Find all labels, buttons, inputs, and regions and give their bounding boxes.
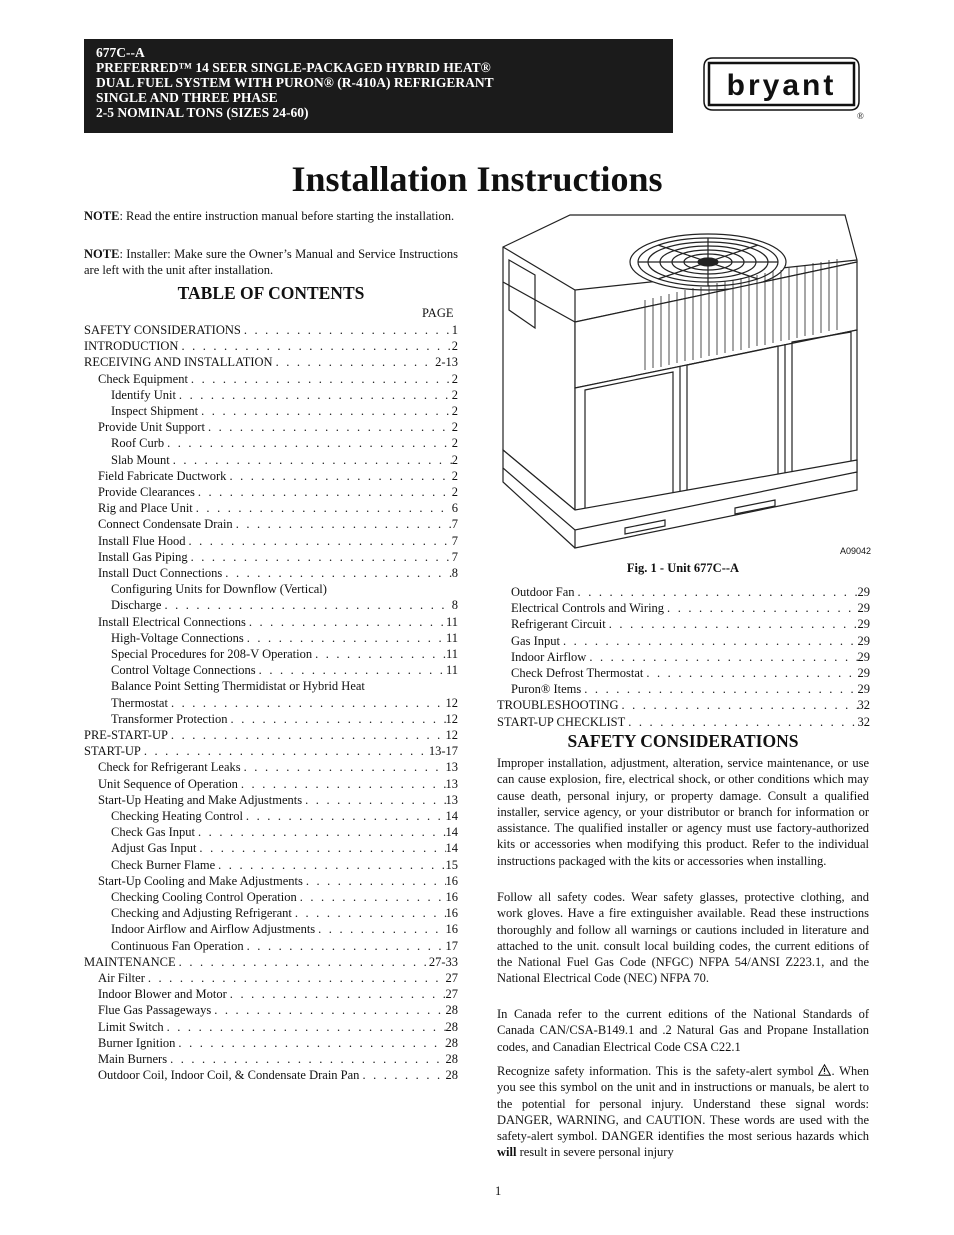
toc-entry-page: 2	[451, 485, 458, 499]
toc-entry	[84, 322, 458, 338]
toc-entry	[98, 484, 458, 500]
toc-entry-label: Adjust Gas Input	[111, 841, 197, 856]
toc-entry-page: 2	[451, 436, 458, 451]
toc-leader-dots	[188, 371, 452, 387]
safety-title: SAFETY CONSIDERATIONS	[567, 731, 799, 751]
toc-entry	[98, 1035, 458, 1051]
toc-entry-label: Provide Unit Support	[98, 420, 205, 435]
toc-leader-dots	[560, 633, 858, 649]
toc-entry-page: 1	[451, 323, 458, 337]
toc-leader-dots	[273, 354, 436, 370]
toc-entry	[98, 614, 458, 630]
toc-entry-label: Start-Up Heating and Make Adjustments	[98, 792, 303, 807]
toc-entry-label: Install Duct Connections	[98, 566, 223, 580]
toc-entry-page: 14	[445, 825, 458, 840]
toc-entry-label: Check Equipment	[98, 371, 188, 386]
toc-leader-dots	[193, 500, 452, 516]
toc-leader-dots	[241, 759, 446, 775]
toc-page-header: PAGE	[422, 306, 454, 320]
toc-entry	[84, 338, 458, 354]
toc-leader-dots	[643, 665, 857, 681]
toc-leader-dots	[625, 714, 857, 730]
toc-entry	[98, 759, 458, 775]
toc-entry-page: 29	[857, 585, 870, 599]
document-header	[84, 39, 673, 133]
toc-leader-dots	[205, 419, 452, 435]
toc-leader-dots	[175, 1035, 445, 1051]
toc-entry-label: Balance Point Setting Thermidistat or Hybrid Heat	[111, 679, 365, 694]
toc-entry	[497, 714, 870, 730]
toc-entry-label: Gas Input	[511, 633, 560, 648]
toc-entry	[98, 500, 458, 516]
toc-entry-page: 27	[445, 987, 458, 1002]
unit-illustration	[495, 210, 865, 555]
safety-text-bold: will	[497, 1145, 517, 1160]
toc-entry-page: 12	[445, 695, 458, 710]
toc-entry	[98, 549, 458, 565]
toc-leader-dots	[359, 1067, 445, 1083]
toc-entry-page: 28	[445, 1052, 458, 1066]
toc-entry-label: Checking Cooling Control Operation	[111, 890, 297, 904]
toc-entry	[84, 743, 458, 759]
toc-entry-label: Install Gas Piping	[98, 549, 188, 564]
safety-text-c: result in severe personal injury	[519, 1145, 674, 1160]
toc-entry-page: 29	[857, 682, 870, 697]
toc-entry-page: 28	[445, 1019, 458, 1034]
toc-entry	[111, 630, 458, 646]
toc-entry-page: 7	[451, 549, 458, 564]
toc-leader-dots	[195, 824, 445, 840]
toc-entry-page: 14	[445, 809, 458, 823]
toc-leader-dots	[198, 403, 452, 419]
page-number: 1	[495, 1184, 502, 1198]
toc-entry-label: PRE-START-UP	[84, 728, 168, 742]
toc-leader-dots	[586, 649, 857, 665]
note-2	[84, 246, 458, 279]
toc-entry	[98, 533, 458, 549]
toc-entry-label: Configuring Units for Downflow (Vertical)	[111, 582, 327, 597]
toc-leader-dots	[244, 630, 446, 646]
toc-leader-dots	[664, 600, 857, 616]
toc-entry-label: Indoor Blower and Motor	[98, 987, 227, 1002]
toc-leader-dots	[145, 970, 446, 986]
toc-entry-label: Checking Heating Control	[111, 809, 243, 823]
toc-entry-label: SAFETY CONSIDERATIONS	[84, 323, 241, 337]
toc-leader-dots	[168, 727, 446, 743]
toc-leader-dots	[222, 565, 451, 581]
toc-entry-label: Connect Condensate Drain	[98, 517, 233, 532]
toc-entry	[98, 970, 458, 986]
safety-paragraph-2: Follow all safety codes. Wear safety glasses, protective clothing, and work gloves. Have a fire extinguisher available. Read these instructions thoroughly and follow all warnings or cautions included in literature and attached to the unit. consult local building codes, the current editions of the National Fuel Gas Code (NFGC) NFPA 54/ANSI Z223.1, and the National Electrical Code (NEC) NFPA 70.	[497, 890, 869, 986]
toc-entry-label: Field Fabricate Ductwork	[98, 468, 227, 483]
toc-leader-dots	[161, 597, 451, 613]
toc-leader-dots	[164, 435, 452, 451]
toc-entry	[98, 1002, 458, 1018]
safety-text-a: Recognize safety information. This is the safety-alert symbol	[497, 1064, 814, 1078]
toc-entry-page: 6	[451, 501, 458, 516]
toc-entry	[111, 452, 458, 468]
toc-leader-dots	[186, 533, 452, 549]
toc-entry-page: 2	[451, 420, 458, 435]
toc-leader-dots	[170, 452, 452, 468]
toc-entry	[511, 649, 870, 665]
toc-entry	[111, 808, 458, 824]
toc-entry-label: Transformer Protection	[111, 711, 228, 726]
toc-entry	[111, 938, 458, 954]
toc-leader-dots	[575, 584, 858, 600]
toc-entry-label: Electrical Controls and Wiring	[511, 601, 665, 616]
toc-entry-page: 11	[445, 630, 458, 645]
toc-entry-label: Roof Curb	[111, 436, 165, 451]
toc-entry	[511, 584, 870, 600]
toc-leader-dots	[168, 695, 446, 711]
toc-leader-dots	[292, 905, 446, 921]
toc-entry-page: 2	[451, 468, 458, 483]
logo-text: bryant	[726, 69, 837, 102]
toc-entry	[111, 581, 458, 597]
safety-paragraph-3: In Canada refer to the current editions of the National Standards of Canada CAN/CSA-B149.1 and .2 Natural Gas and Propane Installation codes, and Canadian Electrical Code CSA C22.1	[497, 1007, 869, 1054]
toc-entry	[111, 403, 458, 419]
product-tons: 2-5 NOMINAL TONS (SIZES 24-60)	[96, 105, 309, 120]
model-number: 677C--A	[96, 45, 145, 60]
toc-entry	[111, 889, 458, 905]
toc-leader-dots	[196, 840, 445, 856]
toc-entry	[111, 646, 458, 662]
note-text: : Read the entire instruction manual before starting the installation.	[119, 209, 455, 223]
toc-entry-page: 32	[857, 698, 870, 713]
toc-entry-label: Continuous Fan Operation	[111, 938, 244, 953]
toc-entry-page: 17	[445, 938, 458, 953]
toc-entry	[98, 986, 458, 1002]
toc-entry-page: 13-17	[428, 744, 458, 759]
toc-entry-label: Rig and Place Unit	[98, 501, 193, 516]
toc-entry	[84, 354, 458, 370]
toc-entry-label: Check Defrost Thermostat	[511, 666, 644, 680]
toc-entry	[84, 727, 458, 743]
toc-entry-label: High-Voltage Connections	[111, 630, 244, 645]
toc-entry-label: START-UP	[84, 744, 141, 759]
toc-entry-label: Puron® Items	[511, 682, 582, 697]
toc-entry	[111, 711, 458, 727]
toc-entry-label: Refrigerant Circuit	[511, 617, 606, 632]
toc-leader-dots	[243, 808, 446, 824]
toc-entry-label: Provide Clearances	[98, 485, 195, 499]
toc-entry-label: Slab Mount	[111, 452, 170, 467]
toc-entry-page: 2	[451, 404, 458, 418]
toc-entry-label: Control Voltage Connections	[111, 663, 256, 678]
registered-mark: ®	[857, 111, 864, 121]
toc-entry-label: Checking and Adjusting Refrigerant	[111, 906, 292, 921]
toc-leader-dots	[227, 986, 446, 1002]
toc-entry	[98, 468, 458, 484]
toc-entry	[84, 954, 458, 970]
toc-entry	[511, 633, 870, 649]
toc-leader-dots	[176, 954, 429, 970]
toc-entry	[511, 616, 870, 632]
toc-entry	[111, 678, 458, 694]
toc-entry-page: 29	[857, 666, 870, 680]
toc-entry	[111, 695, 458, 711]
toc-entry-label: Special Procedures for 208-V Operation	[111, 647, 313, 661]
safety-paragraph-4	[497, 1063, 869, 1161]
toc-entry-label: Check Burner Flame	[111, 857, 216, 872]
page-title: Installation Instructions	[291, 159, 663, 199]
toc-entry-label: TROUBLESHOOTING	[497, 698, 619, 713]
toc-leader-dots	[178, 338, 451, 354]
toc-entry-page: 11	[445, 663, 458, 678]
toc-entry-page: 11	[445, 614, 458, 629]
toc-entry-page: 2	[451, 339, 458, 354]
note-1	[84, 208, 458, 224]
toc-entry-label: Main Burners	[98, 1052, 168, 1066]
toc-entry	[98, 1051, 458, 1067]
toc-entry-label: Flue Gas Passageways	[98, 1003, 212, 1018]
toc-entry	[98, 1067, 458, 1083]
toc-entry	[511, 665, 870, 681]
toc-entry	[111, 387, 458, 403]
toc-leader-dots	[619, 697, 858, 713]
toc-entry	[98, 1019, 458, 1035]
toc-entry-label: Install Electrical Connections	[98, 614, 246, 629]
toc-entry-label: Discharge	[111, 598, 162, 613]
toc-entry-page: 32	[857, 714, 870, 729]
toc-entry	[111, 905, 458, 921]
toc-entry-page: 16	[445, 873, 458, 888]
toc-entry	[511, 681, 870, 697]
toc-leader-dots	[238, 776, 446, 792]
toc-entry-page: 13	[445, 776, 458, 791]
toc-entry-label: INTRODUCTION	[84, 339, 179, 354]
toc-entry	[98, 371, 458, 387]
toc-entry-label: Indoor Airflow	[511, 649, 587, 664]
toc-leader-dots	[211, 1002, 445, 1018]
toc-entry-page: 13	[445, 760, 458, 775]
toc-entry-page: 13	[445, 792, 458, 807]
toc-entry-page: 28	[445, 1035, 458, 1050]
toc-leader-dots	[226, 468, 451, 484]
toc-entry-label: Thermostat	[111, 695, 168, 710]
toc-entry-page: 11	[445, 647, 458, 661]
toc-leader-dots	[228, 711, 446, 727]
toc-entry-page: 2	[451, 387, 458, 402]
note-label: NOTE	[84, 247, 120, 261]
toc-leader-dots	[315, 921, 445, 937]
toc-entry-page: 28	[445, 1068, 458, 1083]
toc-entry-page: 29	[857, 649, 870, 664]
bryant-logo	[703, 57, 860, 111]
note-text: : Installer: Make sure the Owner’s Manual and Service Instructions are left with the unit after installation.	[84, 247, 458, 278]
toc-entry-page: 29	[857, 633, 870, 648]
toc-entry	[98, 419, 458, 435]
toc-leader-dots	[256, 662, 446, 678]
product-phase: SINGLE AND THREE PHASE	[96, 90, 278, 105]
toc-entry-label: Limit Switch	[98, 1019, 164, 1034]
toc-leader-dots	[233, 516, 452, 532]
toc-entry-page: 2-13	[435, 355, 458, 370]
toc-entry-label: Install Flue Hood	[98, 533, 186, 548]
toc-leader-dots	[297, 889, 446, 905]
toc-entry-page: 27	[445, 971, 458, 985]
toc-leader-dots	[215, 857, 445, 873]
toc-entry	[98, 776, 458, 792]
toc-title: TABLE OF CONTENTS	[177, 283, 365, 303]
toc-entry-label: Outdoor Fan	[511, 585, 575, 599]
toc-entry	[111, 921, 458, 937]
toc-entry-page: 15	[445, 857, 458, 872]
toc-leader-dots	[188, 549, 452, 565]
toc-leader-dots	[176, 387, 452, 403]
safety-paragraph-1: Improper installation, adjustment, alteration, service maintenance, or use can cause explosion, fire, electrical shock, or other conditions which may cause death, personal injury, or property damage. Consult a qualified installer, service agency, or your distributor or branch for information or assistance. The qualified installer or agency must use factory-authorized kits or accessories when modifying this product. Refer to the individual instructions packaged with the kits or accessories when installing.	[497, 756, 869, 868]
note-label: NOTE	[84, 209, 120, 223]
toc-leader-dots	[365, 678, 458, 694]
toc-leader-dots	[303, 873, 446, 889]
toc-entry-label: Inspect Shipment	[111, 404, 199, 418]
toc-entry-page: 7	[451, 533, 458, 548]
toc-entry-page: 12	[445, 728, 458, 742]
toc-entry	[98, 792, 458, 808]
toc-entry-page: 28	[445, 1003, 458, 1018]
toc-entry	[111, 840, 458, 856]
toc-entry-label: Identify Unit	[111, 387, 176, 402]
toc-entry-page: 7	[451, 517, 458, 532]
toc-entry-page: 2	[451, 452, 458, 467]
toc-entry-page: 16	[445, 890, 458, 904]
figure-caption: Fig. 1 - Unit 677C--A	[626, 561, 740, 575]
toc-leader-dots	[327, 581, 458, 597]
toc-entry-page: 16	[445, 922, 458, 937]
toc-leader-dots	[244, 938, 446, 954]
figure-code: A09042	[840, 546, 872, 556]
toc-leader-dots	[312, 646, 446, 662]
toc-entry-page: 16	[445, 906, 458, 921]
toc-entry-label: Start-Up Cooling and Make Adjustments	[98, 873, 303, 888]
safety-text-b: . When you see this symbol on the unit and in instructions or manuals, be alert to the potential for personal injury. Understand these signal words: DANGER, WARNING, and CAUTION. These words are used with the safety-alert symbol. DANGER identifies the most serious hazards which	[497, 1064, 869, 1144]
toc-leader-dots	[302, 792, 445, 808]
toc-entry-page: 8	[451, 566, 458, 580]
toc-entry-page: 12	[445, 711, 458, 726]
toc-leader-dots	[195, 484, 452, 500]
toc-entry-label: Outdoor Coil, Indoor Coil, & Condensate Drain Pan	[98, 1068, 360, 1083]
toc-entry	[511, 600, 870, 616]
toc-entry-page: 14	[445, 841, 458, 856]
toc-entry-label: Unit Sequence of Operation	[98, 776, 238, 791]
toc-leader-dots	[141, 743, 429, 759]
toc-leader-dots	[246, 614, 446, 630]
toc-entry-page: 27-33	[428, 954, 458, 969]
product-line: PREFERRED™ 14 SEER SINGLE-PACKAGED HYBRID HEAT®	[96, 60, 491, 75]
toc-entry	[98, 873, 458, 889]
toc-entry	[111, 662, 458, 678]
toc-entry	[111, 857, 458, 873]
safety-alert-icon	[818, 1064, 831, 1076]
toc-entry	[111, 824, 458, 840]
toc-entry-label: Indoor Airflow and Airflow Adjustments	[111, 922, 316, 937]
toc-leader-dots	[606, 616, 858, 632]
toc-entry	[98, 565, 458, 581]
toc-leader-dots	[241, 322, 452, 338]
toc-leader-dots	[167, 1051, 445, 1067]
toc-entry-page: 8	[451, 598, 458, 613]
toc-entry-label: RECEIVING AND INSTALLATION	[84, 355, 273, 370]
product-system: DUAL FUEL SYSTEM WITH PURON® (R-410A) REFRIGERANT	[96, 75, 494, 90]
toc-leader-dots	[164, 1019, 446, 1035]
toc-entry-page: 2	[451, 371, 458, 386]
toc-entry-label: MAINTENANCE	[84, 954, 176, 969]
toc-entry	[497, 697, 870, 713]
toc-entry-label: START-UP CHECKLIST	[497, 714, 626, 729]
toc-entry	[98, 516, 458, 532]
toc-entry-page: 29	[857, 601, 870, 616]
toc-entry	[111, 597, 458, 613]
toc-entry-label: Burner Ignition	[98, 1035, 176, 1050]
toc-entry-label: Check Gas Input	[111, 825, 196, 840]
toc-entry	[111, 435, 458, 451]
toc-entry-page: 29	[857, 617, 870, 632]
toc-entry-label: Check for Refrigerant Leaks	[98, 760, 241, 775]
toc-entry-label: Air Filter	[98, 971, 145, 985]
toc-leader-dots	[581, 681, 857, 697]
